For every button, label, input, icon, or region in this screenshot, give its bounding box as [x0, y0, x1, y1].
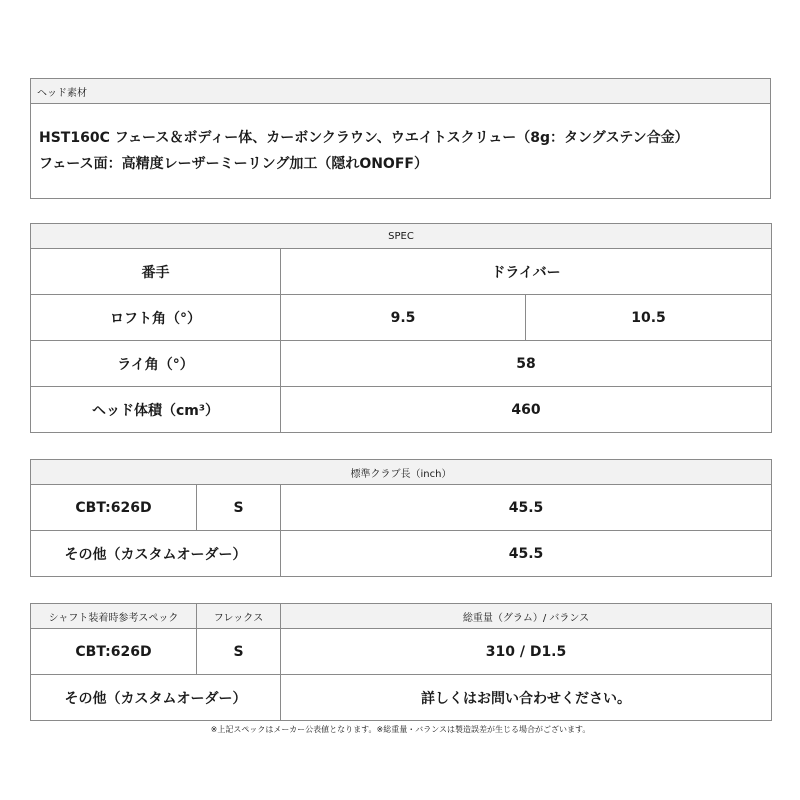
club-length-shaft-1: CBT:626D: [31, 485, 197, 531]
shaft-spec-table: [30, 603, 772, 721]
shaft-spec-header-weight: 総重量（グラム）/ バランス: [281, 604, 772, 629]
spec-label-count: 番手: [31, 249, 281, 295]
spec-value-loft-1: 9.5: [281, 295, 526, 341]
spec-table: [30, 223, 772, 433]
spec-value-lie: 58: [281, 341, 772, 387]
head-material-line2: フェース面：高精度レーザーミーリング加工（隠れONOFF）: [39, 156, 428, 172]
shaft-spec-header-flex: フレックス: [197, 604, 281, 629]
club-length-value-2: 45.5: [281, 531, 772, 577]
club-length-flex-1: S: [197, 485, 281, 531]
spec-label-volume: ヘッド体積（cm³）: [31, 387, 281, 433]
shaft-spec-flex-1: S: [197, 629, 281, 675]
shaft-spec-shaft-2: その他（カスタムオーダー）: [31, 675, 281, 721]
club-length-shaft-2: その他（カスタムオーダー）: [31, 531, 281, 577]
shaft-spec-value-2: 詳しくはお問い合わせください。: [281, 675, 772, 721]
spec-value-volume: 460: [281, 387, 772, 433]
club-length-header: 標準クラブ長（inch）: [31, 460, 772, 485]
club-length-value-1: 45.5: [281, 485, 772, 531]
club-length-table: [30, 459, 772, 577]
shaft-spec-header-shaft: シャフト装着時参考スペック: [31, 604, 197, 629]
head-material-table: [30, 78, 771, 199]
spec-header: SPEC: [31, 224, 772, 249]
spec-value-loft-2: 10.5: [526, 295, 772, 341]
spec-label-loft: ロフト角（°）: [31, 295, 281, 341]
head-material-body: [31, 104, 771, 199]
shaft-spec-shaft-1: CBT:626D: [31, 629, 197, 675]
head-material-line1: HST160C フェース＆ボディー体、カーボンクラウン、ウエイトスクリュー（8g：タングステン合金）: [39, 130, 689, 146]
spec-value-count: ドライバー: [281, 249, 772, 295]
footnote: ※上記スペックはメーカー公表値となります。※総重量・バランスは製造誤差が生じる場合がございます。: [210, 725, 591, 734]
head-material-header: ヘッド素材: [31, 79, 771, 104]
shaft-spec-value-1: 310 / D1.5: [281, 629, 772, 675]
spec-label-lie: ライ角（°）: [31, 341, 281, 387]
